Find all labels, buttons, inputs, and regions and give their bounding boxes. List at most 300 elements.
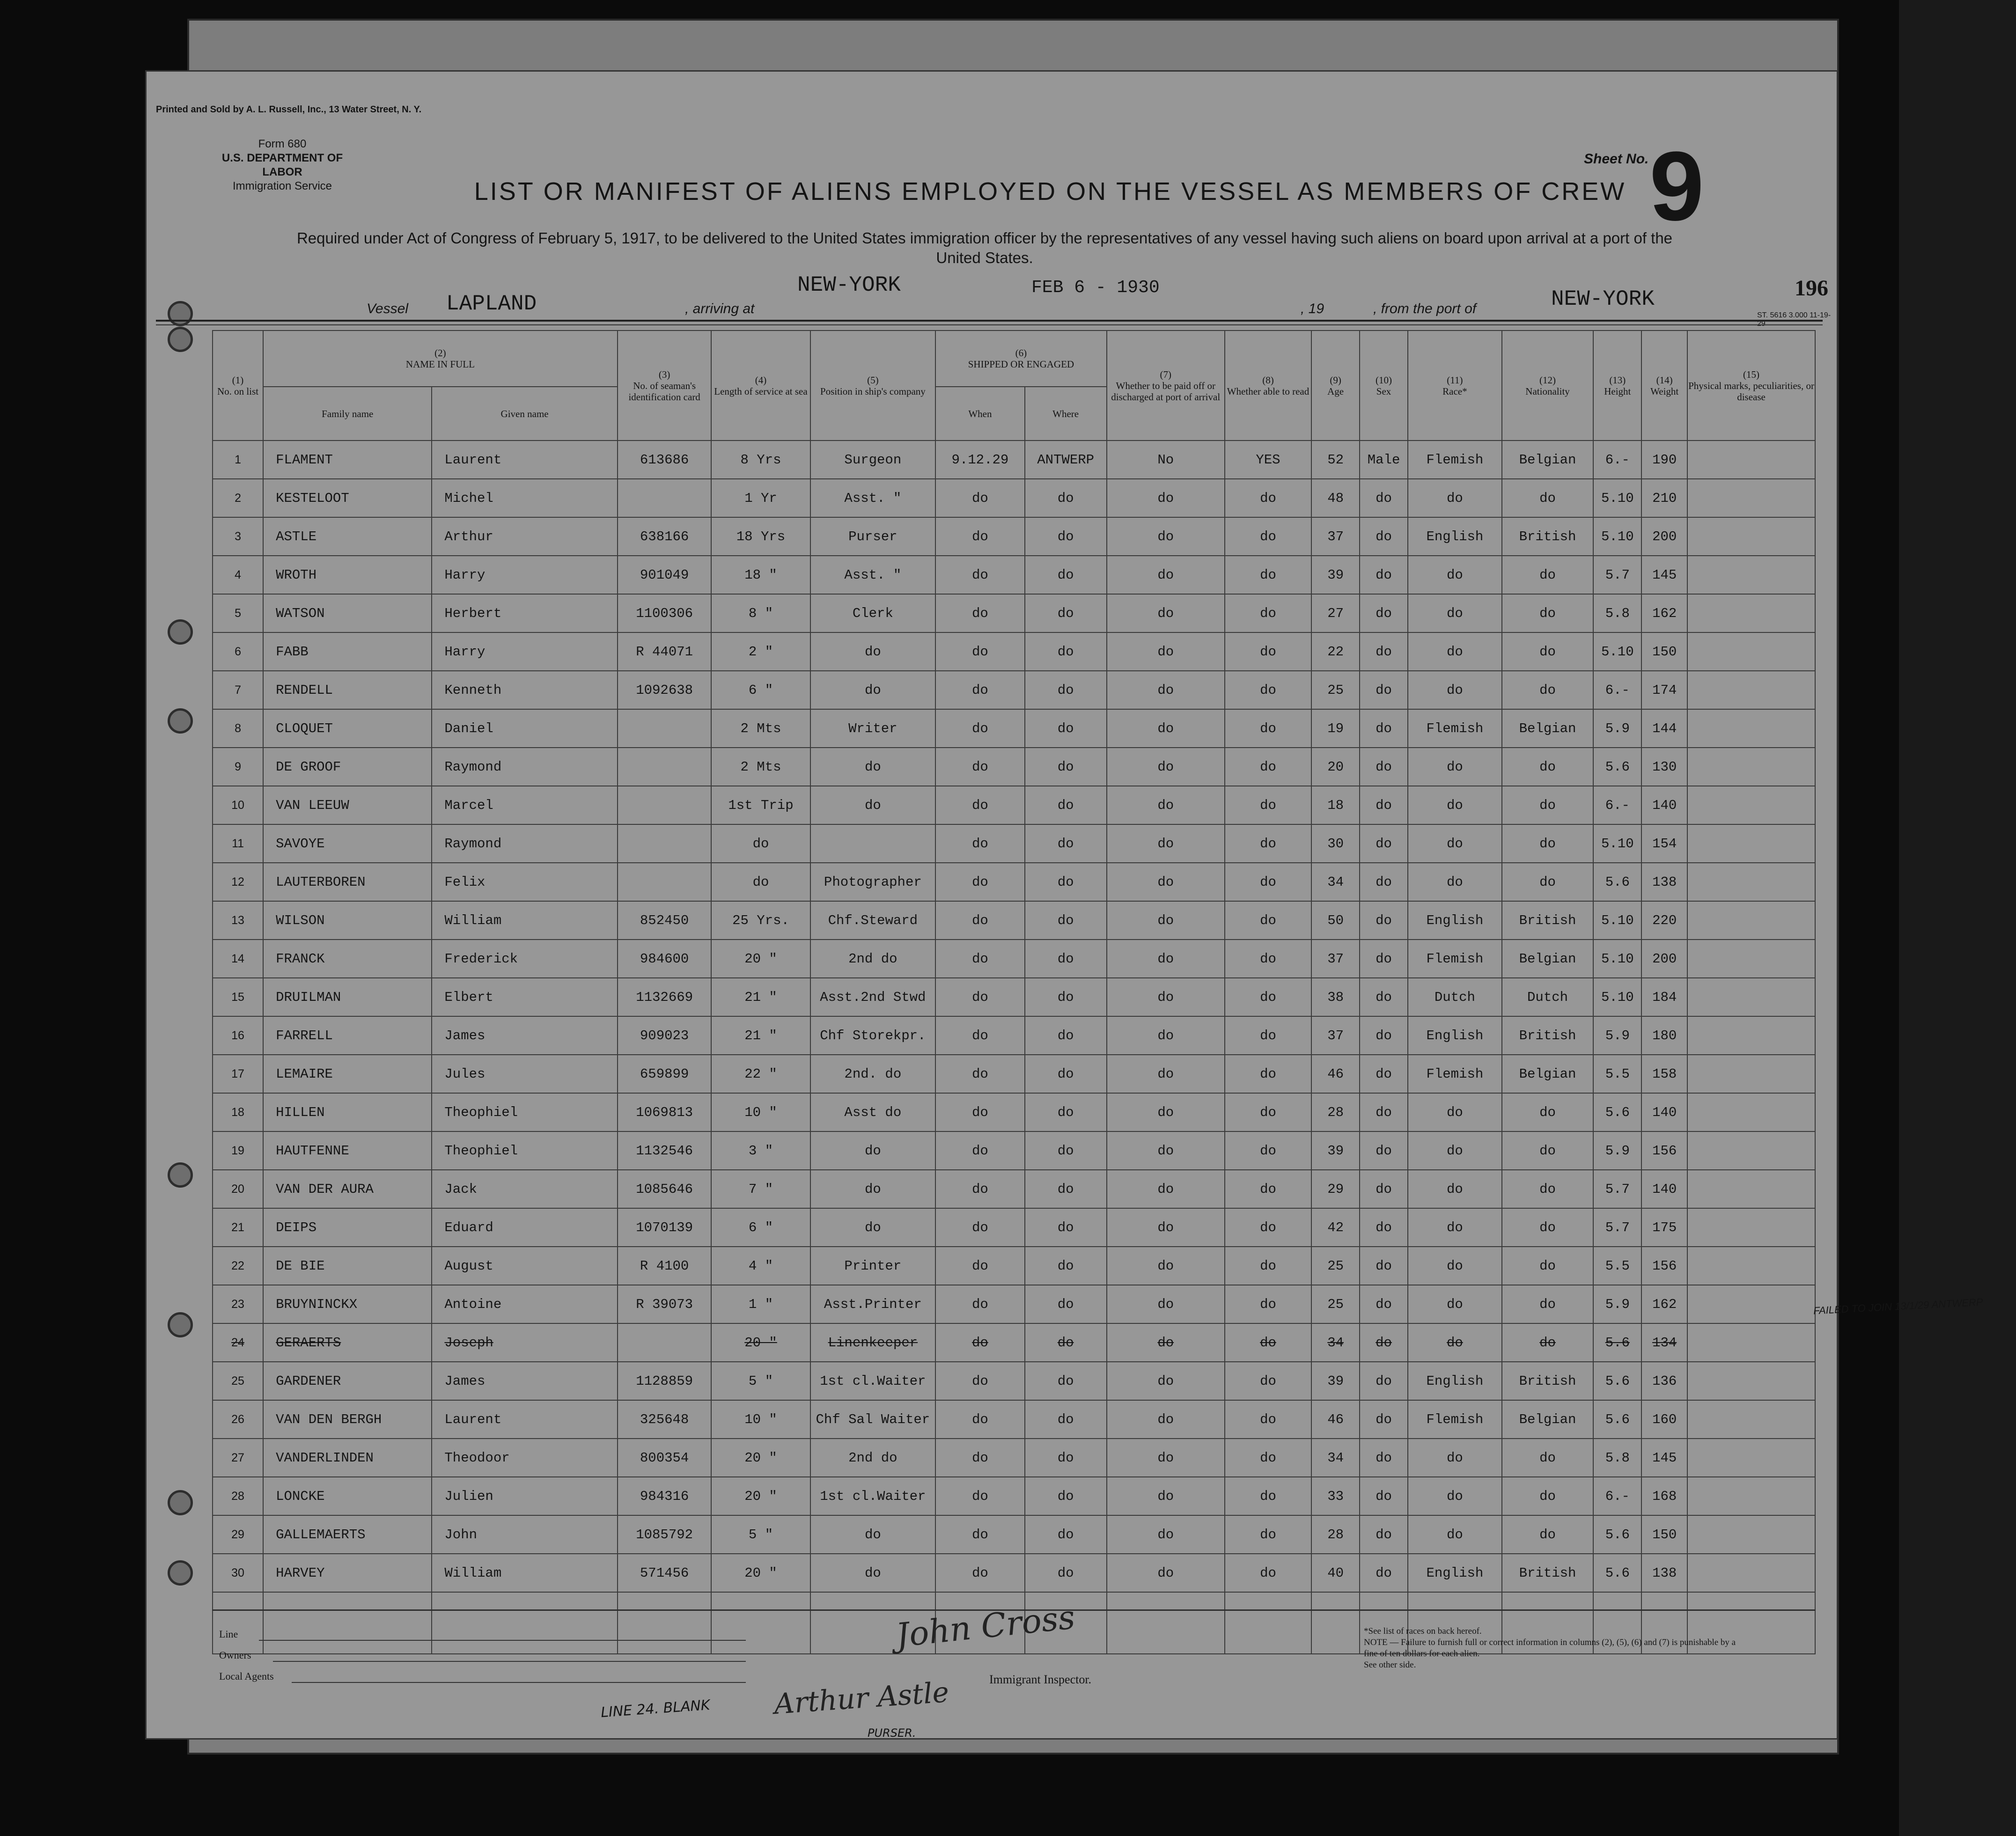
family-name-cell: VANDERLINDEN bbox=[263, 1439, 432, 1477]
sex-cell: do bbox=[1360, 1323, 1408, 1362]
able-to-read-cell: do bbox=[1225, 594, 1311, 632]
able-to-read-cell: do bbox=[1225, 1323, 1311, 1362]
age-cell: 27 bbox=[1311, 594, 1360, 632]
arriving-label: , arriving at bbox=[685, 301, 755, 316]
length-of-service-cell: 20 " bbox=[711, 1554, 810, 1592]
height-cell: 5.10 bbox=[1593, 517, 1641, 556]
family-name-cell: RENDELL bbox=[263, 671, 432, 709]
race-cell: do bbox=[1408, 1170, 1502, 1208]
position-cell: do bbox=[810, 632, 936, 671]
height-cell: 5.10 bbox=[1593, 940, 1641, 978]
weight-cell: 150 bbox=[1641, 632, 1687, 671]
sex-cell: do bbox=[1360, 940, 1408, 978]
blank-cell bbox=[432, 1592, 617, 1654]
age-cell: 25 bbox=[1311, 671, 1360, 709]
height-cell: 6.- bbox=[1593, 441, 1641, 479]
weight-cell: 154 bbox=[1641, 824, 1687, 863]
seaman-card-cell: 852450 bbox=[618, 901, 712, 940]
height-cell: 5.8 bbox=[1593, 1439, 1641, 1477]
family-name-cell: FRANCK bbox=[263, 940, 432, 978]
row-number-cell: 18 bbox=[213, 1093, 263, 1131]
nationality-cell: British bbox=[1502, 901, 1594, 940]
height-cell: 6.- bbox=[1593, 1477, 1641, 1515]
paid-off-cell: do bbox=[1107, 1323, 1225, 1362]
nationality-cell: do bbox=[1502, 786, 1594, 824]
binder-hole-icon bbox=[168, 1490, 193, 1515]
seaman-card-cell: 659899 bbox=[618, 1055, 712, 1093]
seaman-card-cell bbox=[618, 786, 712, 824]
shipped-when-cell: do bbox=[935, 632, 1024, 671]
seaman-card-cell: 1132546 bbox=[618, 1131, 712, 1170]
paid-off-cell: do bbox=[1107, 1170, 1225, 1208]
shipped-when-cell: do bbox=[935, 1400, 1024, 1439]
nationality-cell: do bbox=[1502, 824, 1594, 863]
header-length-service: (4) Length of service at sea bbox=[711, 330, 810, 441]
sex-cell: do bbox=[1360, 1477, 1408, 1515]
family-name-cell: ASTLE bbox=[263, 517, 432, 556]
weight-cell: 184 bbox=[1641, 978, 1687, 1016]
seaman-card-cell: 800354 bbox=[618, 1439, 712, 1477]
paid-off-cell: do bbox=[1107, 1477, 1225, 1515]
physical-marks-cell bbox=[1687, 1400, 1815, 1439]
line24-note: LINE 24. BLANK bbox=[600, 1696, 711, 1721]
row-number-cell: 20 bbox=[213, 1170, 263, 1208]
given-name-cell: Jules bbox=[432, 1055, 617, 1093]
given-name-cell: Theodoor bbox=[432, 1439, 617, 1477]
table-row bbox=[213, 1247, 1815, 1285]
subtitle: Required under Act of Congress of February 5, 1917, to be delivered to the United States immigration officer by the representatives of any vessel having such aliens on board upon arrival at a port of the United States. bbox=[296, 229, 1673, 266]
age-cell: 28 bbox=[1311, 1093, 1360, 1131]
stamp-number: 196 bbox=[1795, 276, 1828, 301]
able-to-read-cell: do bbox=[1225, 556, 1311, 594]
nationality-cell: do bbox=[1502, 1285, 1594, 1323]
header-nationality: (12) Nationality bbox=[1502, 330, 1594, 441]
header-sex: (10) Sex bbox=[1360, 330, 1408, 441]
form-number: Form 680 bbox=[258, 138, 307, 150]
sex-cell: do bbox=[1360, 748, 1408, 786]
shipped-when-cell: do bbox=[935, 1285, 1024, 1323]
header-when: When bbox=[935, 387, 1024, 441]
length-of-service-cell: 5 " bbox=[711, 1515, 810, 1554]
family-name-cell: VAN DEN BERGH bbox=[263, 1400, 432, 1439]
length-of-service-cell: do bbox=[711, 824, 810, 863]
seaman-card-cell bbox=[618, 479, 712, 517]
length-of-service-cell: 1st Trip bbox=[711, 786, 810, 824]
physical-marks-cell bbox=[1687, 1554, 1815, 1592]
row-number-cell: 12 bbox=[213, 863, 263, 901]
family-name-cell: VAN DER AURA bbox=[263, 1170, 432, 1208]
paid-off-cell: do bbox=[1107, 748, 1225, 786]
seaman-card-cell: 1128859 bbox=[618, 1362, 712, 1400]
weight-cell: 180 bbox=[1641, 1016, 1687, 1055]
paid-off-cell: do bbox=[1107, 1016, 1225, 1055]
paid-off-cell: do bbox=[1107, 709, 1225, 748]
table-row bbox=[213, 1093, 1815, 1131]
physical-marks-cell bbox=[1687, 594, 1815, 632]
physical-marks-cell bbox=[1687, 1208, 1815, 1247]
height-cell: 5.9 bbox=[1593, 1016, 1641, 1055]
family-name-cell: VAN LEEUW bbox=[263, 786, 432, 824]
age-cell: 34 bbox=[1311, 1439, 1360, 1477]
shipped-where-cell: do bbox=[1025, 1093, 1107, 1131]
length-of-service-cell: 2 Mts bbox=[711, 748, 810, 786]
paid-off-cell: do bbox=[1107, 632, 1225, 671]
age-cell: 18 bbox=[1311, 786, 1360, 824]
shipped-when-cell: do bbox=[935, 940, 1024, 978]
table-row bbox=[213, 1170, 1815, 1208]
sex-cell: do bbox=[1360, 863, 1408, 901]
length-of-service-cell: 4 " bbox=[711, 1247, 810, 1285]
row-number-cell: 19 bbox=[213, 1131, 263, 1170]
header-rule bbox=[156, 324, 1823, 325]
age-cell: 46 bbox=[1311, 1400, 1360, 1439]
length-of-service-cell: 7 " bbox=[711, 1170, 810, 1208]
paid-off-cell: do bbox=[1107, 556, 1225, 594]
position-cell: do bbox=[810, 1554, 936, 1592]
row-number-cell: 10 bbox=[213, 786, 263, 824]
seaman-card-cell: 909023 bbox=[618, 1016, 712, 1055]
physical-marks-cell bbox=[1687, 671, 1815, 709]
paid-off-cell: do bbox=[1107, 1400, 1225, 1439]
given-name-cell: Kenneth bbox=[432, 671, 617, 709]
row-number-cell: 25 bbox=[213, 1362, 263, 1400]
nationality-cell: do bbox=[1502, 1208, 1594, 1247]
weight-cell: 162 bbox=[1641, 1285, 1687, 1323]
table-row bbox=[213, 1362, 1815, 1400]
sheet-number: 9 bbox=[1649, 131, 1704, 241]
able-to-read-cell: do bbox=[1225, 1055, 1311, 1093]
table-row bbox=[213, 479, 1815, 517]
weight-cell: 138 bbox=[1641, 863, 1687, 901]
physical-marks-cell bbox=[1687, 1362, 1815, 1400]
weight-cell: 174 bbox=[1641, 671, 1687, 709]
able-to-read-cell: do bbox=[1225, 517, 1311, 556]
position-cell: do bbox=[810, 1515, 936, 1554]
weight-cell: 145 bbox=[1641, 556, 1687, 594]
shipped-when-cell: do bbox=[935, 709, 1024, 748]
shipped-where-cell: do bbox=[1025, 1055, 1107, 1093]
manifest-page bbox=[145, 70, 1984, 1740]
shipped-when-cell: do bbox=[935, 594, 1024, 632]
year-label: , 19 bbox=[1301, 301, 1324, 316]
family-name-cell: FLAMENT bbox=[263, 441, 432, 479]
paid-off-cell: No bbox=[1107, 441, 1225, 479]
row-number-cell: 15 bbox=[213, 978, 263, 1016]
physical-marks-cell bbox=[1687, 632, 1815, 671]
able-to-read-cell: do bbox=[1225, 1285, 1311, 1323]
nationality-cell: do bbox=[1502, 632, 1594, 671]
position-cell: 2nd do bbox=[810, 940, 936, 978]
age-cell: 25 bbox=[1311, 1247, 1360, 1285]
shipped-where-cell: do bbox=[1025, 1131, 1107, 1170]
table-row bbox=[213, 1285, 1815, 1323]
position-cell: Chf Storekpr. bbox=[810, 1016, 936, 1055]
length-of-service-cell: 3 " bbox=[711, 1131, 810, 1170]
header-family-name: Family name bbox=[263, 387, 432, 441]
weight-cell: 190 bbox=[1641, 441, 1687, 479]
row-number-cell: 6 bbox=[213, 632, 263, 671]
nationality-cell: do bbox=[1502, 671, 1594, 709]
position-cell: do bbox=[810, 786, 936, 824]
shipped-where-cell: do bbox=[1025, 594, 1107, 632]
shipped-when-cell: do bbox=[935, 1093, 1024, 1131]
row-number-cell: 7 bbox=[213, 671, 263, 709]
row-number-cell: 14 bbox=[213, 940, 263, 978]
weight-cell: 140 bbox=[1641, 786, 1687, 824]
shipped-where-cell: do bbox=[1025, 1323, 1107, 1362]
shipped-where-cell: do bbox=[1025, 1439, 1107, 1477]
age-cell: 33 bbox=[1311, 1477, 1360, 1515]
height-cell: 5.6 bbox=[1593, 863, 1641, 901]
paid-off-cell: do bbox=[1107, 1208, 1225, 1247]
family-name-cell: CLOQUET bbox=[263, 709, 432, 748]
family-name-cell: DE BIE bbox=[263, 1247, 432, 1285]
binder-hole-icon bbox=[168, 1162, 193, 1188]
position-cell: Asst.2nd Stwd bbox=[810, 978, 936, 1016]
seaman-card-cell bbox=[618, 1323, 712, 1362]
age-cell: 39 bbox=[1311, 556, 1360, 594]
paid-off-cell: do bbox=[1107, 1554, 1225, 1592]
given-name-cell: Marcel bbox=[432, 786, 617, 824]
given-name-cell: Felix bbox=[432, 863, 617, 901]
height-cell: 5.7 bbox=[1593, 1170, 1641, 1208]
from-label: , from the port of bbox=[1373, 301, 1477, 316]
table-row bbox=[213, 978, 1815, 1016]
nationality-cell: British bbox=[1502, 1016, 1594, 1055]
weight-cell: 168 bbox=[1641, 1477, 1687, 1515]
family-name-cell: SAVOYE bbox=[263, 824, 432, 863]
row-number-cell: 11 bbox=[213, 824, 263, 863]
given-name-cell: Arthur bbox=[432, 517, 617, 556]
paid-off-cell: do bbox=[1107, 1439, 1225, 1477]
able-to-read-cell: do bbox=[1225, 479, 1311, 517]
form-code: ST. 5616 3.000 11-19-29 bbox=[1757, 311, 1831, 328]
family-name-cell: LEMAIRE bbox=[263, 1055, 432, 1093]
family-name-cell: KESTELOOT bbox=[263, 479, 432, 517]
family-name-cell: HARVEY bbox=[263, 1554, 432, 1592]
height-cell: 5.9 bbox=[1593, 1285, 1641, 1323]
given-name-cell: William bbox=[432, 901, 617, 940]
nationality-cell: Dutch bbox=[1502, 978, 1594, 1016]
shipped-when-cell: do bbox=[935, 901, 1024, 940]
given-name-cell: Joseph bbox=[432, 1323, 617, 1362]
table-row bbox=[213, 940, 1815, 978]
table-row bbox=[213, 671, 1815, 709]
sex-cell: Male bbox=[1360, 441, 1408, 479]
able-to-read-cell: do bbox=[1225, 901, 1311, 940]
age-cell: 52 bbox=[1311, 441, 1360, 479]
binder-hole-icon bbox=[168, 301, 193, 326]
nationality-cell: do bbox=[1502, 556, 1594, 594]
height-cell: 5.6 bbox=[1593, 1093, 1641, 1131]
physical-marks-cell bbox=[1687, 441, 1815, 479]
sex-cell: do bbox=[1360, 1131, 1408, 1170]
nationality-cell: do bbox=[1502, 748, 1594, 786]
age-cell: 37 bbox=[1311, 940, 1360, 978]
position-cell: Chf Sal Waiter bbox=[810, 1400, 936, 1439]
shipped-when-cell: do bbox=[935, 824, 1024, 863]
given-name-cell: August bbox=[432, 1247, 617, 1285]
position-cell: 1st cl.Waiter bbox=[810, 1362, 936, 1400]
table-row bbox=[213, 824, 1815, 863]
shipped-where-cell: ANTWERP bbox=[1025, 441, 1107, 479]
age-cell: 38 bbox=[1311, 978, 1360, 1016]
length-of-service-cell: 21 " bbox=[711, 1016, 810, 1055]
position-cell: do bbox=[810, 671, 936, 709]
vessel-label: Vessel bbox=[367, 301, 408, 316]
nationality-cell: Belgian bbox=[1502, 441, 1594, 479]
shipped-when-cell: do bbox=[935, 479, 1024, 517]
row-number-cell: 26 bbox=[213, 1400, 263, 1439]
race-cell: English bbox=[1408, 901, 1502, 940]
nationality-cell: do bbox=[1502, 1515, 1594, 1554]
given-name-cell: Laurent bbox=[432, 441, 617, 479]
arrival-date: FEB 6 - 1930 bbox=[1031, 278, 1160, 298]
nationality-cell: Belgian bbox=[1502, 709, 1594, 748]
shipped-when-cell: do bbox=[935, 1515, 1024, 1554]
physical-marks-cell bbox=[1687, 1323, 1815, 1362]
shipped-where-cell: do bbox=[1025, 1016, 1107, 1055]
race-cell: Dutch bbox=[1408, 978, 1502, 1016]
table-row bbox=[213, 786, 1815, 824]
paid-off-cell: do bbox=[1107, 1055, 1225, 1093]
table-row bbox=[213, 632, 1815, 671]
height-cell: 5.10 bbox=[1593, 479, 1641, 517]
height-cell: 5.6 bbox=[1593, 748, 1641, 786]
row-number-cell: 28 bbox=[213, 1477, 263, 1515]
family-name-cell: GALLEMAERTS bbox=[263, 1515, 432, 1554]
race-note: *See list of races on back hereof. bbox=[1364, 1626, 1482, 1636]
row-number-cell: 1 bbox=[213, 441, 263, 479]
sex-cell: do bbox=[1360, 978, 1408, 1016]
given-name-cell: Jack bbox=[432, 1170, 617, 1208]
position-cell: 2nd. do bbox=[810, 1055, 936, 1093]
row-number-cell: 17 bbox=[213, 1055, 263, 1093]
failed-to-join-note: FAILED TO JOIN 13/1/29 ANTWERP bbox=[1813, 1296, 1984, 1317]
height-cell: 5.6 bbox=[1593, 1554, 1641, 1592]
seaman-card-cell: 1100306 bbox=[618, 594, 712, 632]
department: U.S. DEPARTMENT OF LABOR bbox=[221, 152, 343, 178]
race-cell: do bbox=[1408, 556, 1502, 594]
able-to-read-cell: do bbox=[1225, 632, 1311, 671]
given-name-cell: Theophiel bbox=[432, 1131, 617, 1170]
family-name-cell: LAUTERBOREN bbox=[263, 863, 432, 901]
physical-marks-cell bbox=[1687, 517, 1815, 556]
given-name-cell: John bbox=[432, 1515, 617, 1554]
weight-cell: 162 bbox=[1641, 594, 1687, 632]
shipped-where-cell: do bbox=[1025, 1400, 1107, 1439]
position-cell: Purser bbox=[810, 517, 936, 556]
sex-cell: do bbox=[1360, 1439, 1408, 1477]
nationality-cell: British bbox=[1502, 1554, 1594, 1592]
able-to-read-cell: do bbox=[1225, 1554, 1311, 1592]
race-cell: do bbox=[1408, 1477, 1502, 1515]
shipped-where-cell: do bbox=[1025, 632, 1107, 671]
header-height: (13) Height bbox=[1593, 330, 1641, 441]
row-number-cell: 24 bbox=[213, 1323, 263, 1362]
shipped-when-cell: do bbox=[935, 1323, 1024, 1362]
sex-cell: do bbox=[1360, 671, 1408, 709]
height-cell: 5.6 bbox=[1593, 1323, 1641, 1362]
header-position: (5) Position in ship's company bbox=[810, 330, 936, 441]
row-number-cell: 3 bbox=[213, 517, 263, 556]
row-number-cell: 8 bbox=[213, 709, 263, 748]
weight-cell: 136 bbox=[1641, 1362, 1687, 1400]
header-paid-off: (7) Whether to be paid off or discharged at port of arrival bbox=[1107, 330, 1225, 441]
physical-marks-cell bbox=[1687, 901, 1815, 940]
family-name-cell: FABB bbox=[263, 632, 432, 671]
paid-off-cell: do bbox=[1107, 863, 1225, 901]
physical-marks-cell bbox=[1687, 556, 1815, 594]
height-cell: 5.10 bbox=[1593, 824, 1641, 863]
given-name-cell: James bbox=[432, 1362, 617, 1400]
given-name-cell: Herbert bbox=[432, 594, 617, 632]
height-cell: 5.6 bbox=[1593, 1515, 1641, 1554]
weight-cell: 150 bbox=[1641, 1515, 1687, 1554]
physical-marks-cell bbox=[1687, 748, 1815, 786]
given-name-cell: Daniel bbox=[432, 709, 617, 748]
table-row bbox=[213, 1055, 1815, 1093]
able-to-read-cell: do bbox=[1225, 978, 1311, 1016]
shipped-where-cell: do bbox=[1025, 901, 1107, 940]
sex-cell: do bbox=[1360, 517, 1408, 556]
given-name-cell: Theophiel bbox=[432, 1093, 617, 1131]
shipped-when-cell: do bbox=[935, 748, 1024, 786]
table-row bbox=[213, 594, 1815, 632]
table-row bbox=[213, 1515, 1815, 1554]
age-cell: 34 bbox=[1311, 863, 1360, 901]
age-cell: 37 bbox=[1311, 517, 1360, 556]
given-name-cell: Elbert bbox=[432, 978, 617, 1016]
length-of-service-cell: 5 " bbox=[711, 1362, 810, 1400]
length-of-service-cell: 2 " bbox=[711, 632, 810, 671]
height-cell: 5.5 bbox=[1593, 1247, 1641, 1285]
given-name-cell: James bbox=[432, 1016, 617, 1055]
nationality-cell: Belgian bbox=[1502, 1400, 1594, 1439]
length-of-service-cell: 25 Yrs. bbox=[711, 901, 810, 940]
binder-hole-icon bbox=[168, 619, 193, 645]
paid-off-cell: do bbox=[1107, 1247, 1225, 1285]
age-cell: 50 bbox=[1311, 901, 1360, 940]
from-port: NEW-YORK bbox=[1551, 287, 1655, 311]
family-name-cell: DE GROOF bbox=[263, 748, 432, 786]
table-row bbox=[213, 863, 1815, 901]
table-row bbox=[213, 748, 1815, 786]
table-row bbox=[213, 1400, 1815, 1439]
sex-cell: do bbox=[1360, 1055, 1408, 1093]
race-cell: do bbox=[1408, 479, 1502, 517]
position-cell: Linenkeeper bbox=[810, 1323, 936, 1362]
given-name-cell: William bbox=[432, 1554, 617, 1592]
weight-cell: 156 bbox=[1641, 1247, 1687, 1285]
weight-cell: 140 bbox=[1641, 1093, 1687, 1131]
race-cell: English bbox=[1408, 1362, 1502, 1400]
shipped-when-cell: do bbox=[935, 1477, 1024, 1515]
inspector-label: Immigrant Inspector. bbox=[989, 1673, 1092, 1686]
shipped-where-cell: do bbox=[1025, 1362, 1107, 1400]
able-to-read-cell: do bbox=[1225, 824, 1311, 863]
row-number-cell: 16 bbox=[213, 1016, 263, 1055]
row-number-cell: 29 bbox=[213, 1515, 263, 1554]
able-to-read-cell: do bbox=[1225, 1016, 1311, 1055]
given-name-cell: Raymond bbox=[432, 824, 617, 863]
nationality-cell: do bbox=[1502, 1439, 1594, 1477]
vessel-name: LAPLAND bbox=[446, 292, 537, 316]
owners-label: Owners bbox=[219, 1649, 251, 1661]
seaman-card-cell: 1070139 bbox=[618, 1208, 712, 1247]
seaman-card-cell: 638166 bbox=[618, 517, 712, 556]
weight-cell: 156 bbox=[1641, 1131, 1687, 1170]
